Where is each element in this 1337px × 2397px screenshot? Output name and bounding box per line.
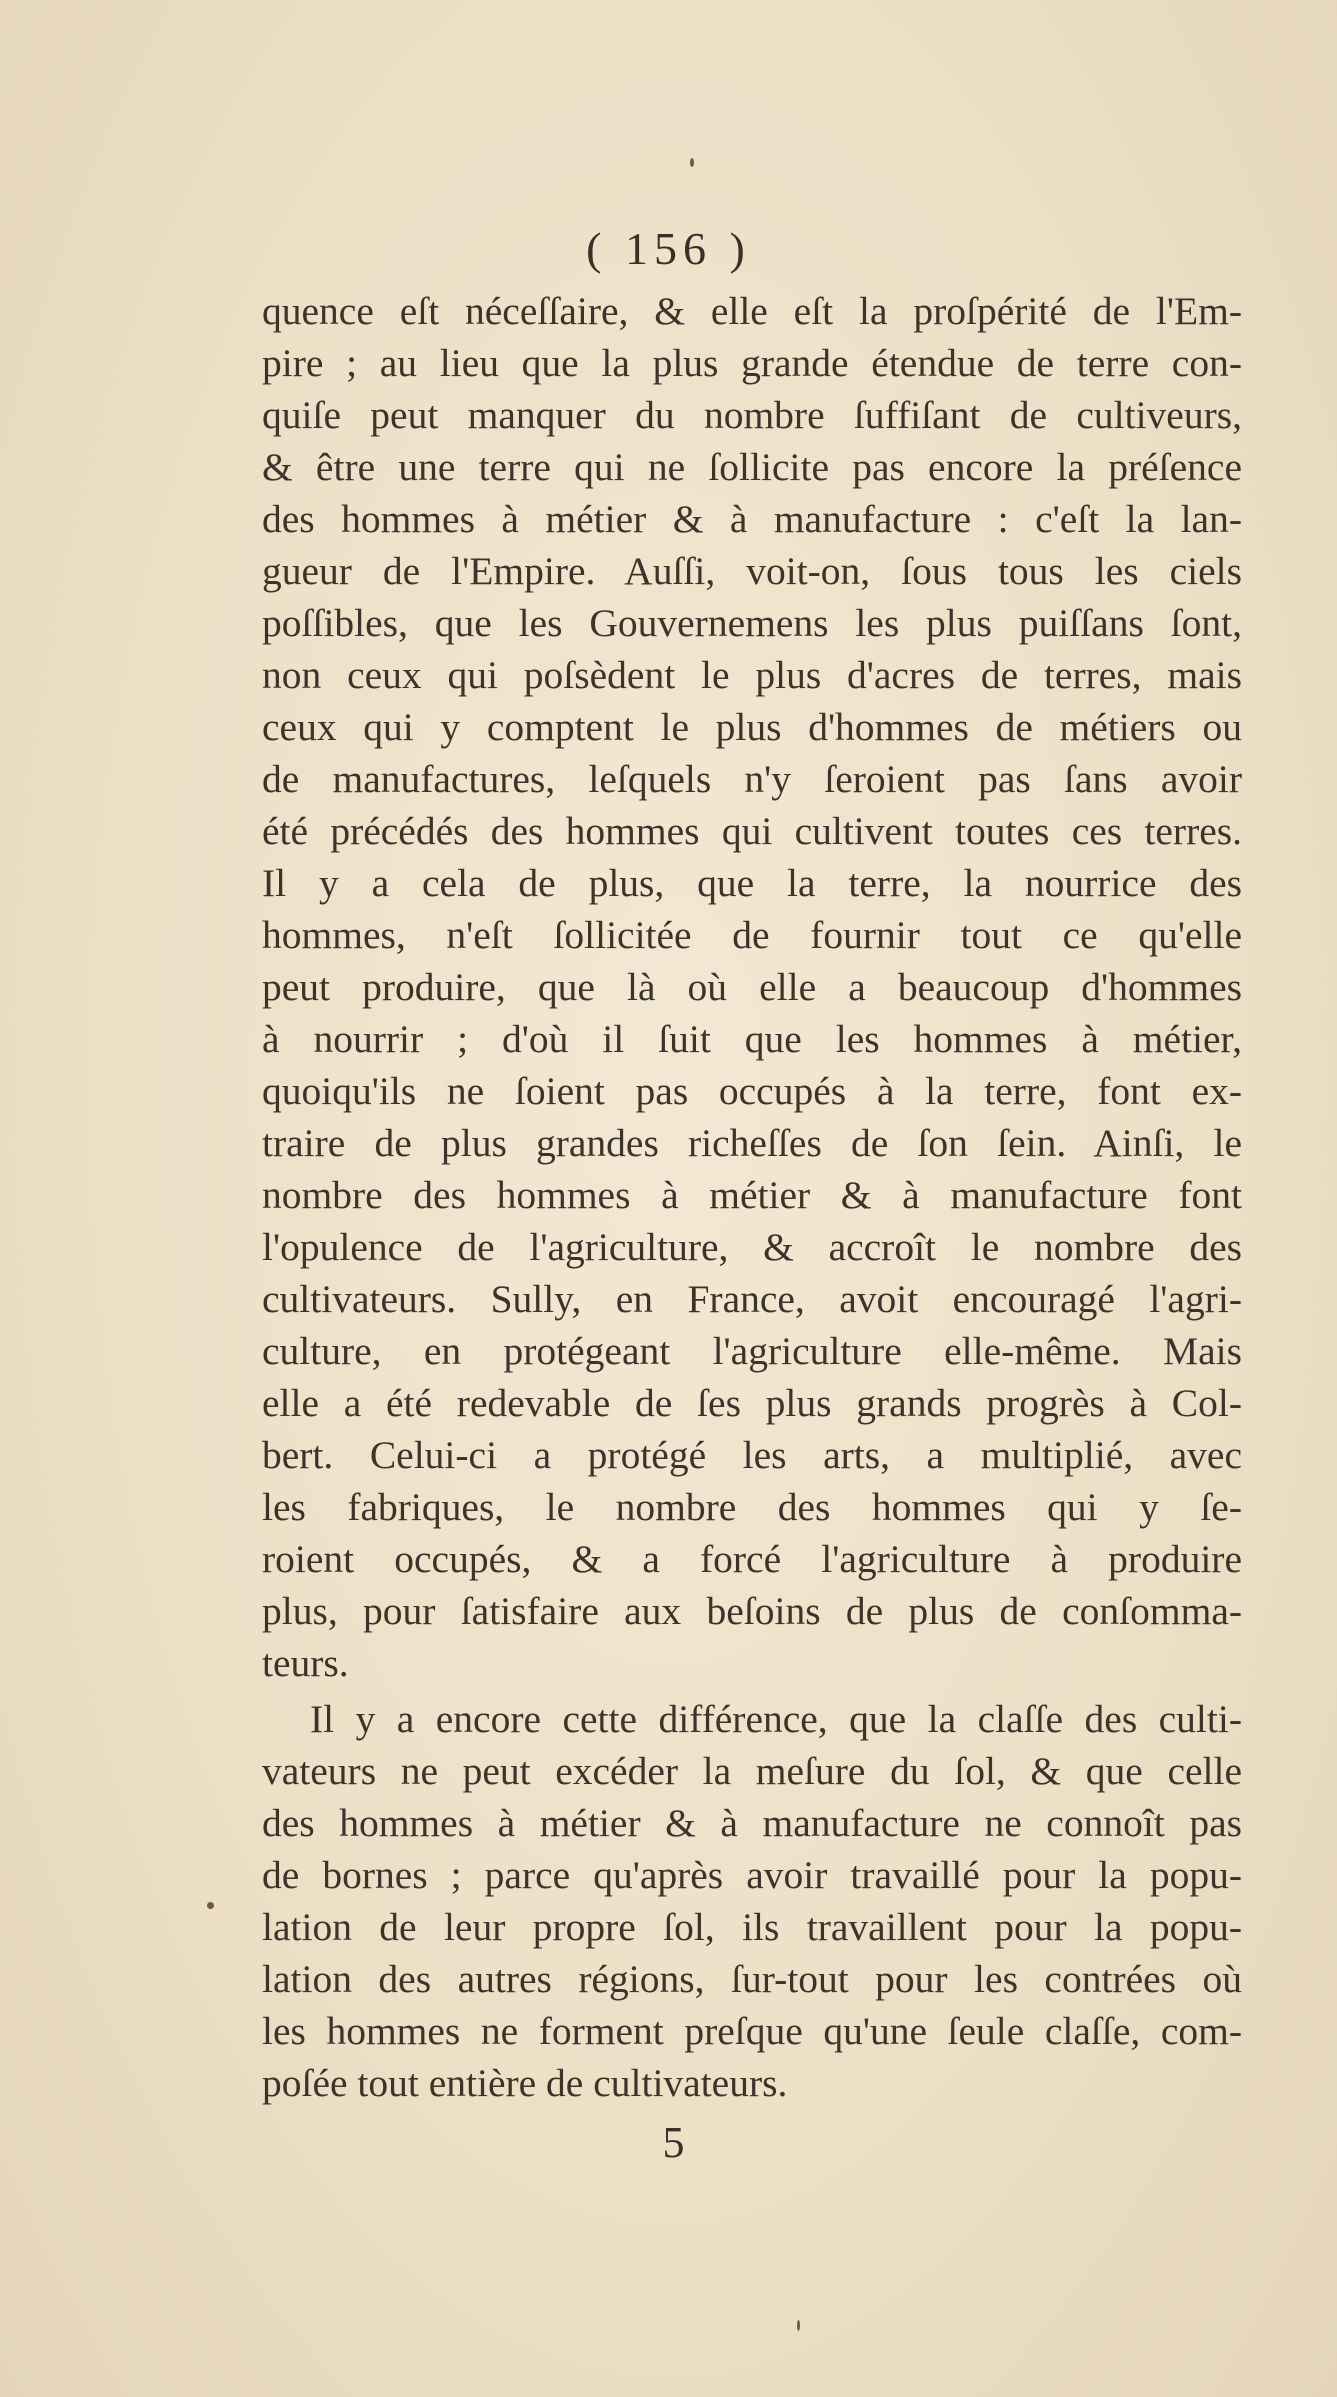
text-line: quence eſt néceſſaire, & elle eſt la proſpérité de l'Em-: [262, 289, 1242, 333]
text-line: des hommes à métier & à manufacture : c'eſt la lan-: [262, 497, 1242, 541]
text-line: cultivateurs. Sully, en France, avoit encouragé l'agri-: [262, 1277, 1242, 1321]
text-line: pire ; au lieu que la plus grande étendue de terre con-: [262, 341, 1242, 385]
text-line: hommes, n'eſt ſollicitée de fournir tout ce qu'elle: [262, 913, 1242, 957]
text-line: Il y a cela de plus, que la terre, la nourrice des: [262, 861, 1242, 905]
text-line: vateurs ne peut excéder la meſure du ſol, & que celle: [262, 1749, 1242, 1793]
text-line: quoiqu'ils ne ſoient pas occupés à la terre, font ex-: [262, 1069, 1242, 1113]
text-line: & être une terre qui ne ſollicite pas encore la préſence: [262, 445, 1242, 489]
ink-speck: [207, 1902, 214, 1909]
text-line: peut produire, que là où elle a beaucoup d'hommes: [262, 965, 1242, 1009]
text-line: de bornes ; parce qu'après avoir travaillé pour la popu-: [262, 1853, 1242, 1897]
signature-mark: 5: [662, 2118, 685, 2167]
text-line: nombre des hommes à métier & à manufacture font: [262, 1173, 1242, 1217]
text-line: à nourrir ; d'où il ſuit que les hommes à métier,: [262, 1017, 1242, 1061]
ink-speck: [797, 2320, 800, 2331]
text-line: gueur de l'Empire. Auſſi, voit-on, ſous tous les ciels: [262, 549, 1242, 593]
text-line: culture, en protégeant l'agriculture elle-même. Mais: [262, 1329, 1242, 1373]
text-line: des hommes à métier & à manufacture ne connoît pas: [262, 1801, 1242, 1845]
ink-speck: [690, 158, 694, 167]
text-line: l'opulence de l'agriculture, & accroît le nombre des: [262, 1225, 1242, 1269]
text-line: lation des autres régions, ſur-tout pour les contrées où: [262, 1957, 1242, 2001]
text-line: poſée tout entière de cultivateurs.: [262, 2061, 788, 2105]
text-line: de manufactures, leſquels n'y ſeroient pas ſans avoir: [262, 757, 1242, 801]
text-line: teurs.: [262, 1641, 349, 1685]
text-line: poſſibles, que les Gouvernemens les plus puiſſans ſont,: [262, 601, 1242, 645]
text-line: bert. Celui-ci a protégé les arts, a multiplié, avec: [262, 1433, 1242, 1477]
text-line: traire de plus grandes richeſſes de ſon ſein. Ainſi, le: [262, 1121, 1242, 1165]
page-number-header: ( 156 ): [586, 223, 751, 274]
text-line: lation de leur propre ſol, ils travaillent pour la popu-: [262, 1905, 1242, 1949]
text-line: plus, pour ſatisfaire aux beſoins de plus de conſomma-: [262, 1589, 1242, 1633]
text-line: quiſe peut manquer du nombre ſuffiſant de cultiveurs,: [262, 393, 1242, 437]
text-line: roient occupés, & a forcé l'agriculture à produire: [262, 1537, 1242, 1581]
text-line: Il y a encore cette différence, que la claſſe des culti-: [310, 1697, 1242, 1741]
text-line: elle a été redevable de ſes plus grands progrès à Col-: [262, 1381, 1242, 1425]
text-line: été précédés des hommes qui cultivent toutes ces terres.: [262, 809, 1242, 853]
text-line: les fabriques, le nombre des hommes qui y ſe-: [262, 1485, 1242, 1529]
text-line: ceux qui y comptent le plus d'hommes de métiers ou: [262, 705, 1242, 749]
text-line: non ceux qui poſsèdent le plus d'acres de terres, mais: [262, 653, 1242, 697]
text-line: les hommes ne forment preſque qu'une ſeule claſſe, com-: [262, 2009, 1242, 2053]
